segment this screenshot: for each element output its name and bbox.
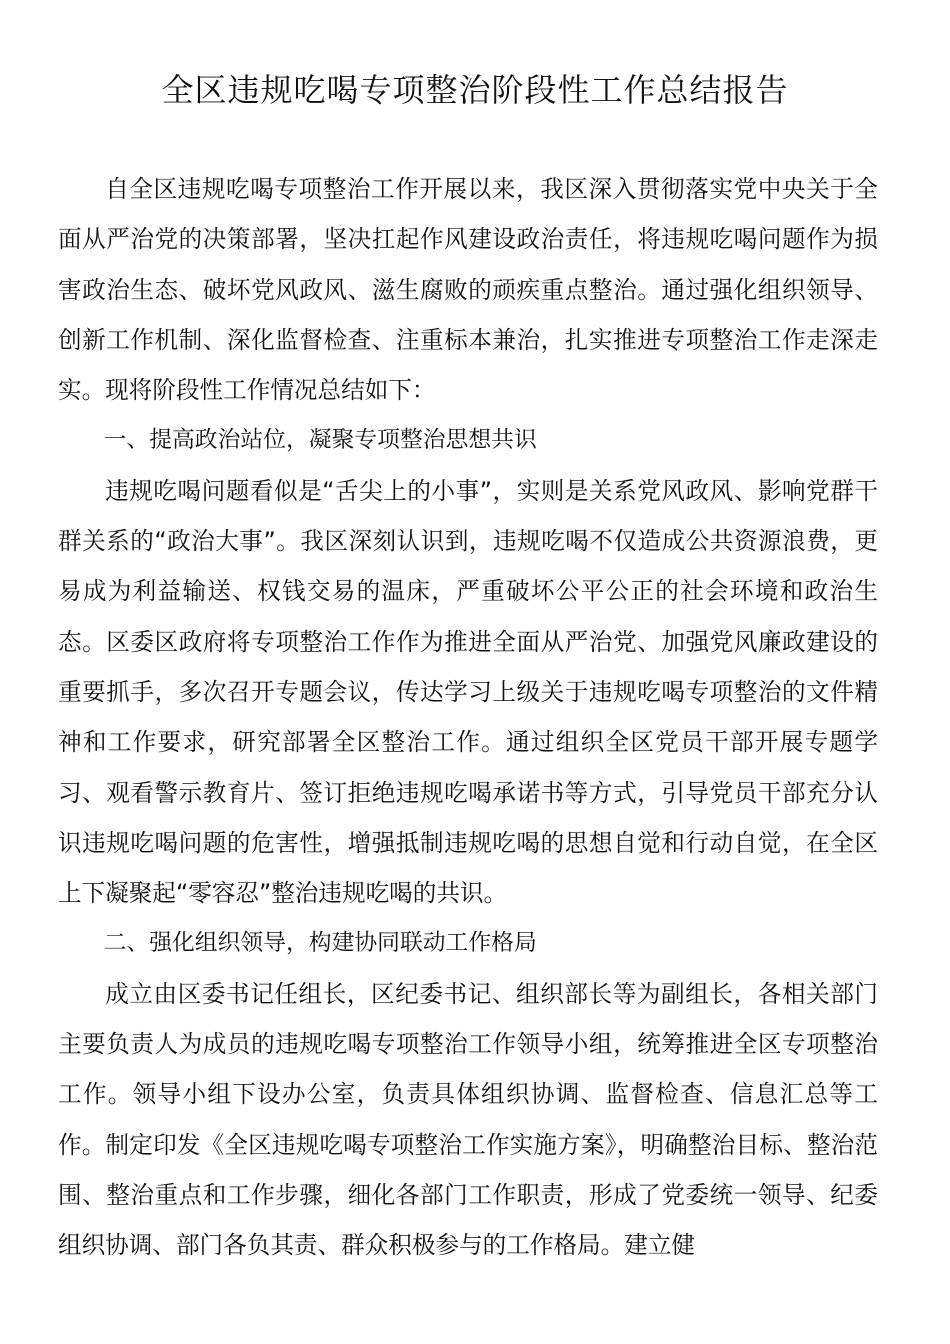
section-heading-2: 二、强化组织领导，构建协同联动工作格局 bbox=[103, 930, 537, 957]
document-title: 全区违规吃喝专项整治阶段性工作总结报告 bbox=[161, 71, 789, 109]
section-1-paragraph: 违规吃喝问题看似是“舌尖上的小事”，实则是关系党风政风、影响党群干群关系的“政治大事”。我区深刻认识到，违规吃喝不仅造成公共资源浪费，更易成为利益输送、权钱交易的温床，严重破坏公平公正的社会环境和政治生态。区委区政府将专项整治工作作为推进全面从严治党、加强党风廉政建设的重要抓手，多次召开专题会议，传达学习上级关于违规吃喝专项整治的文件精神和工作要求，研究部署全区整治工作。通过组织全区党员干部开展专题学习、观看警示教育片、签订拒绝违规吃喝承诺书等方式，引导党员干部充分认识违规吃喝问题的危害性，增强抵制违规吃喝的思想自觉和行动自觉，在全区上下凝聚起“零容忍”整治违规吃喝的共识。 bbox=[58, 476, 878, 908]
section-heading-1: 一、提高政治站位，凝聚专项整治思想共识 bbox=[103, 427, 537, 454]
intro-paragraph: 自全区违规吃喝专项整治工作开展以来，我区深入贯彻落实党中央关于全面从严治党的决策部署，坚决扛起作风建设政治责任，将违规吃喝问题作为损害政治生态、破坏党风政风、滋生腐败的顽疾重点整治。通过强化组织领导、创新工作机制、深化监督检查、注重标本兼治，扎实推进专项整治工作走深走实。现将阶段性工作情况总结如下： bbox=[58, 175, 878, 405]
section-2-paragraph: 成立由区委书记任组长，区纪委书记、组织部长等为副组长，各相关部门主要负责人为成员的违规吃喝专项整治工作领导小组，统筹推进全区专项整治工作。领导小组下设办公室，负责具体组织协调、监督检查、信息汇总等工作。制定印发《全区违规吃喝专项整治工作实施方案》，明确整治目标、整治范围、整治重点和工作步骤，细化各部门工作职责，形成了党委统一领导、纪委组织协调、部门各负其责、群众积极参与的工作格局。建立健 bbox=[58, 979, 878, 1260]
document-body bbox=[58, 164, 878, 1271]
